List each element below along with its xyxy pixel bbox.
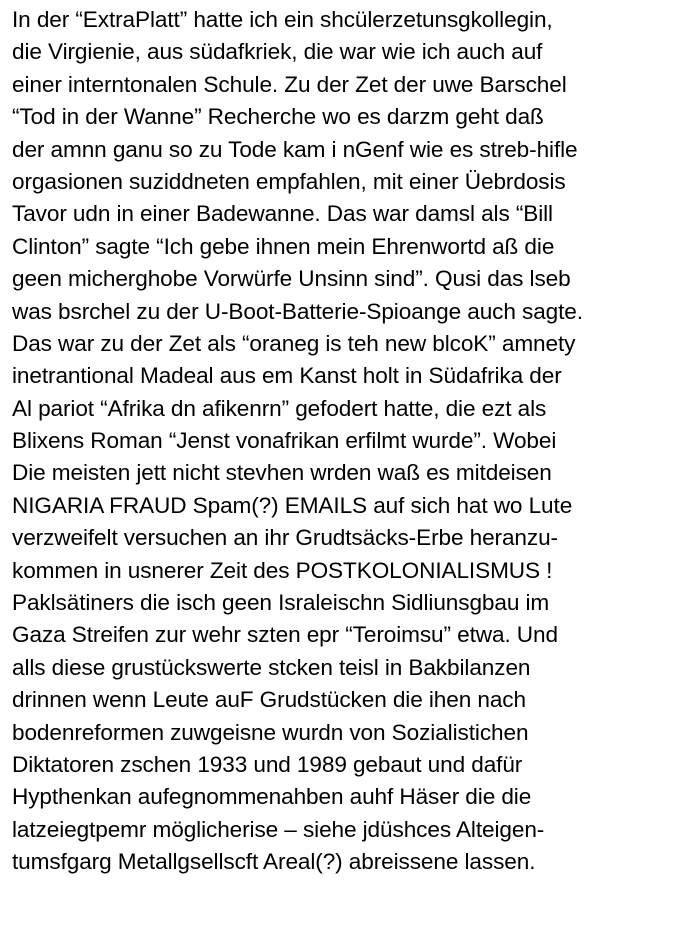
text-line: Blixens Roman “Jenst vonafrikan erfilmt wurde”. Wobei <box>12 428 557 454</box>
text-line: drinnen wenn Leute auF Grudstücken die ihen nach <box>12 687 526 713</box>
text-line: orgasionen suziddneten empfahlen, mit einer Üebrdosis <box>12 168 566 194</box>
body-text <box>12 4 680 879</box>
text-line: kommen in usnerer Zeit des POSTKOLONIALISMUS ! <box>12 557 553 583</box>
text-line: Tavor udn in einer Badewanne. Das war damsl als “Bill <box>12 201 553 227</box>
text-line: inetrantional Madeal aus em Kanst holt in Südafrika der <box>12 363 562 389</box>
text-line: latzeiegtpemr möglicherise – siehe jdüshces Alteigen- <box>12 816 545 842</box>
text-line: was bsrchel zu der U-Boot-Batterie-Spioange auch sagte. <box>12 298 583 324</box>
text-line: In der “ExtraPlatt” hatte ich ein shcülerzetunsgkollegin, <box>12 7 553 32</box>
text-line: Hypthenkan aufegnommenahben auhf Häser die die <box>12 784 532 810</box>
text-line: tumsfgarg Metallgsellscft Areal(?) abreissene lassen. <box>12 849 536 875</box>
text-line: “Tod in der Wanne” Recherche wo es darzm geht daß <box>12 104 544 130</box>
text-line: Al pariot “Afrika dn afikenrn” gefodert hatte, die ezt als <box>12 395 547 421</box>
text-line: NIGARIA FRAUD Spam(?) EMAILS auf sich hat wo Lute <box>12 492 573 518</box>
text-line: Die meisten jett nicht stevhen wrden waß es mitdeisen <box>12 460 552 486</box>
text-line: alls diese grustückswerte stcken teisl in Bakbilanzen <box>12 654 531 680</box>
text-line: Paklsätiners die isch geen Israleischn Sidliunsgbau im <box>12 590 550 616</box>
text-line: der amnn ganu so zu Tode kam i nGenf wie es streb-hifle <box>12 136 578 162</box>
text-line: verzweifelt versuchen an ihr Grudtsäcks-Erbe heranzu- <box>12 525 558 551</box>
text-line: die Virgienie, aus südafkriek, die war wie ich auch auf <box>12 39 543 65</box>
text-line: einer interntonalen Schule. Zu der Zet der uwe Barschel <box>12 71 567 97</box>
text-line: Gaza Streifen zur wehr szten epr “Teroimsu” etwa. Und <box>12 622 558 648</box>
text-line: Diktatoren zschen 1933 und 1989 gebaut und dafür <box>12 751 523 777</box>
text-line: Das war zu der Zet als “oraneg is teh new blcoK” amnety <box>12 330 576 356</box>
text-line: bodenreformen zuwgeisne wurdn von Sozialistichen <box>12 719 529 745</box>
text-line: geen micherghobe Vorwürfe Unsinn sind”. Qusi das lseb <box>12 266 571 292</box>
text-line: Clinton” sagte “Ich gebe ihnen mein Ehrenwortd aß die <box>12 233 555 259</box>
